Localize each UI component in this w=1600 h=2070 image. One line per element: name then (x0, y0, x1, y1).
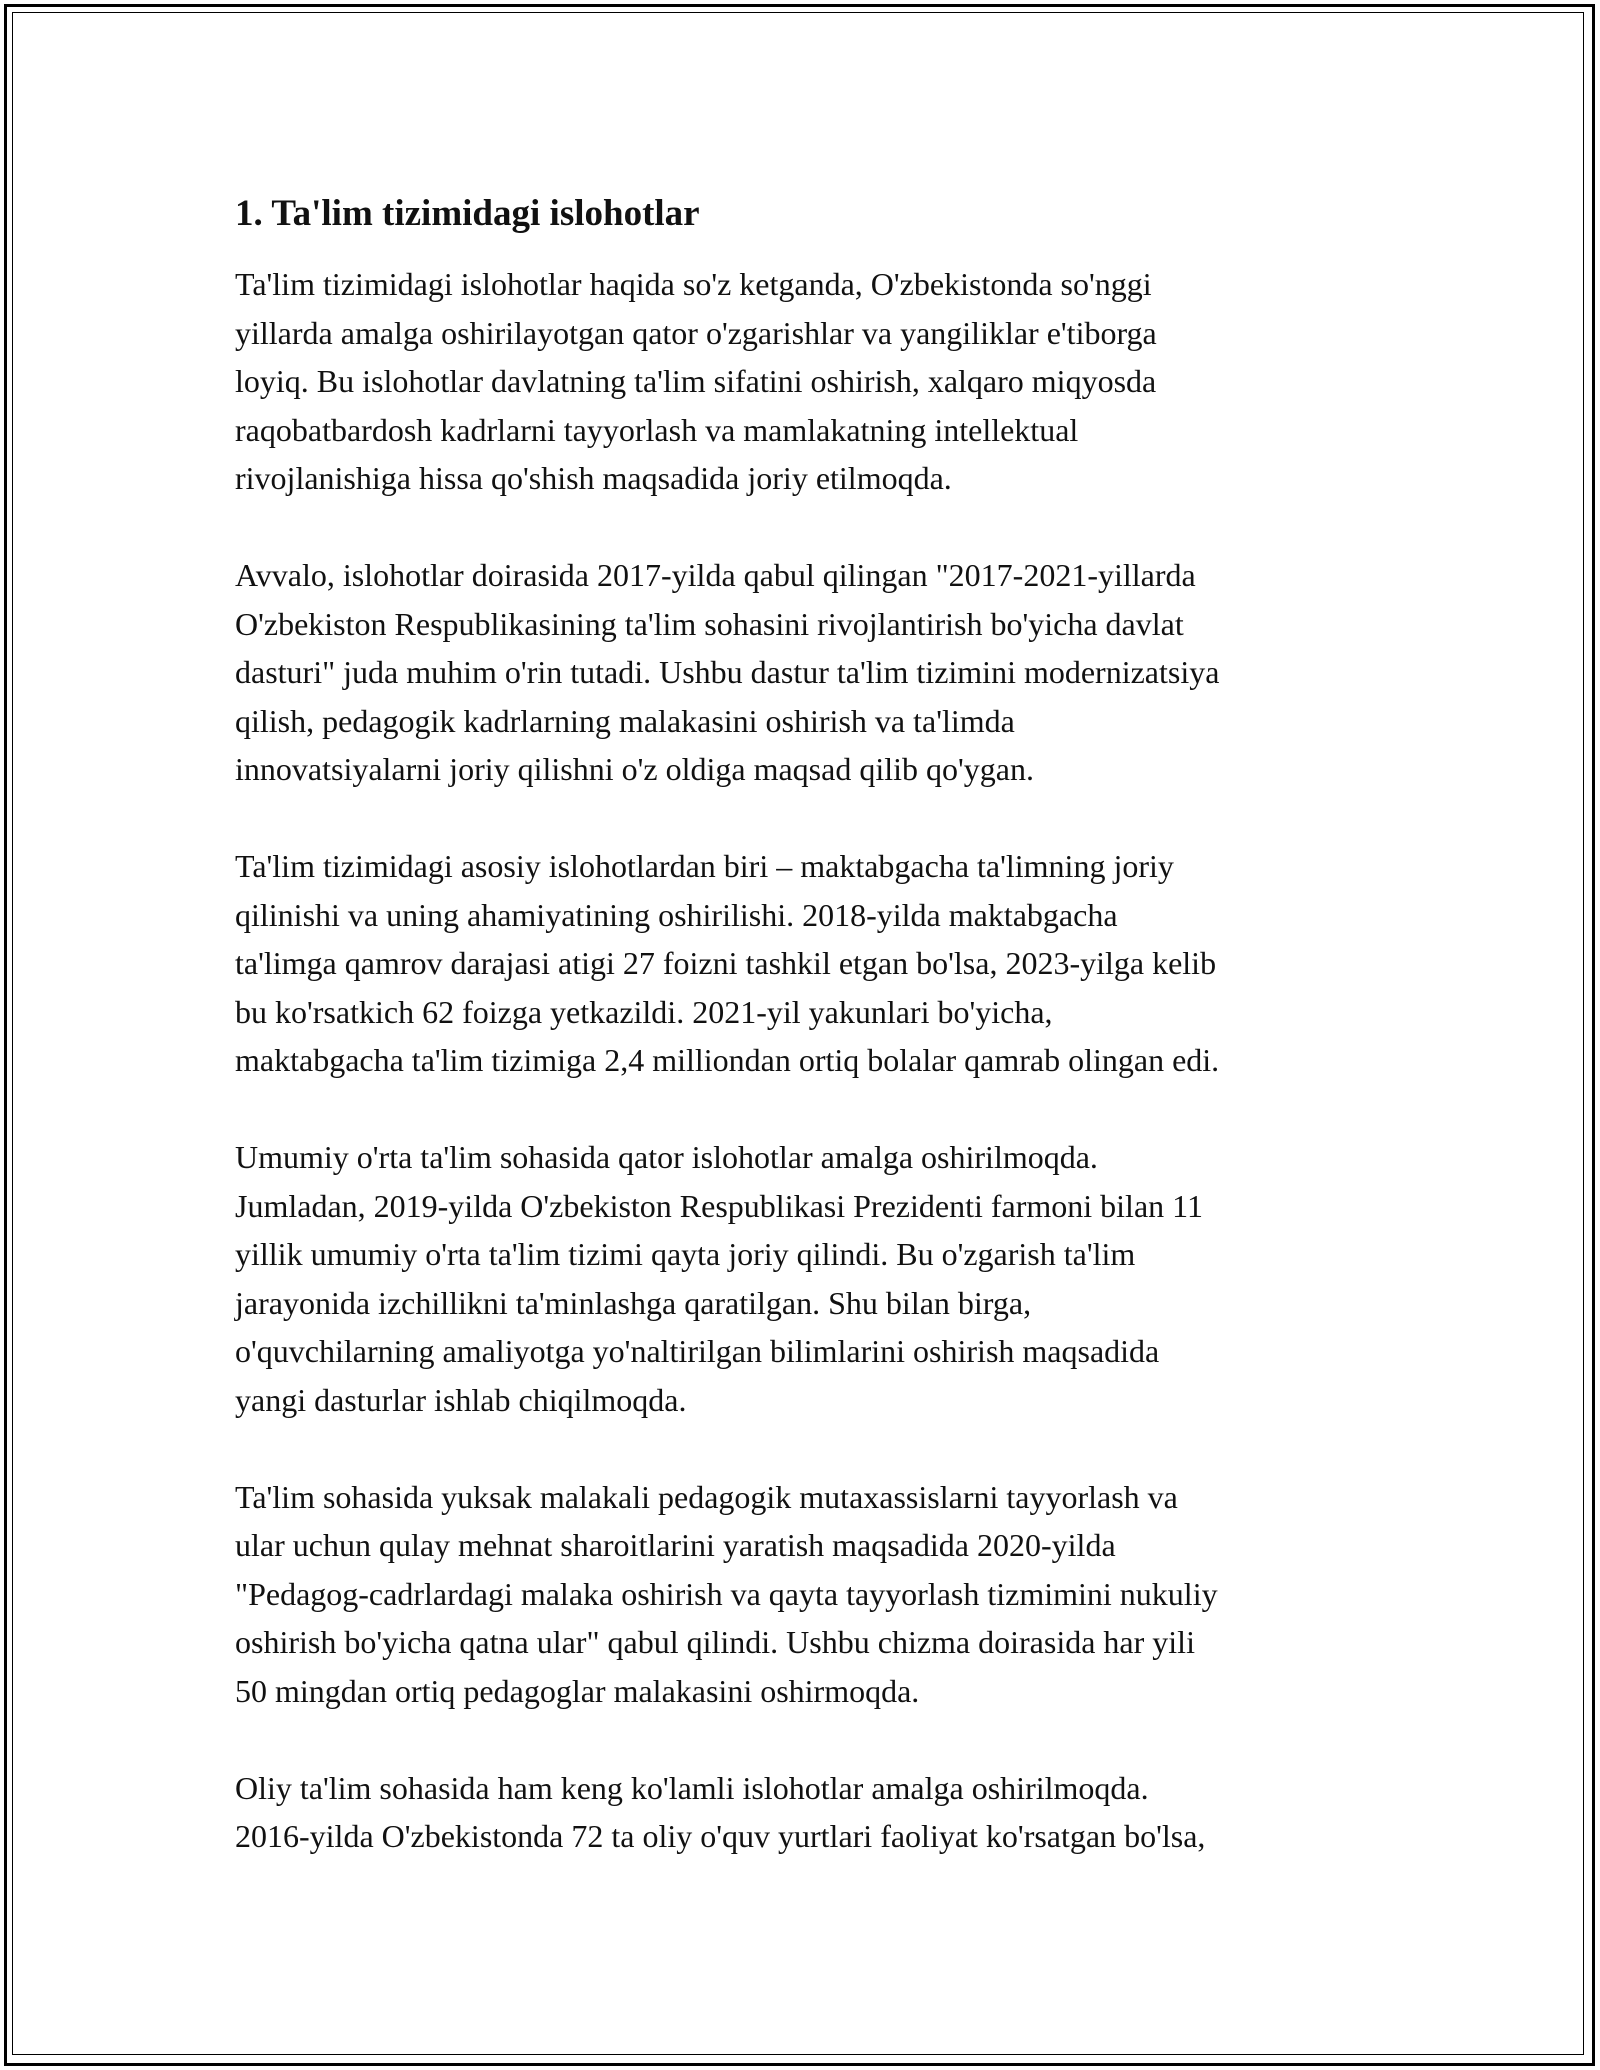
section-heading: 1. Ta'lim tizimidagi islohotlar (235, 193, 700, 234)
paragraph-1 (235, 260, 1370, 503)
text-line: qilish, pedagogik kadrlarning malakasini oshirish va ta'limda (235, 702, 1015, 739)
paragraph-6 (235, 1764, 1370, 1861)
text-line: rivojlanishiga hissa qo'shish maqsadida joriy etilmoqda. (235, 460, 952, 496)
text-line: Oliy ta'lim sohasida ham keng ko'lamli islohotlar amalga oshirilmoqda. (235, 1769, 1149, 1806)
text-line: Ta'lim tizimidagi asosiy islohotlardan biri – maktabgacha ta'limning joriy (235, 848, 1174, 884)
paragraph-5 (235, 1473, 1370, 1716)
text-line: maktabgacha ta'lim tizimiga 2,4 milliondan ortiq bolalar qamrab olingan edi. (235, 1042, 1220, 1078)
text-line: innovatsiyalarni joriy qilishni o'z oldiga maqsad qilib qo'ygan. (235, 751, 1034, 787)
text-line: 50 mingdan ortiq pedagoglar malakasini oshirmoqda. (235, 1672, 920, 1709)
text-line: jarayonida izchillikni ta'minlashga qaratilgan. Shu bilan birga, (235, 1284, 1032, 1321)
text-line: ular uchun qulay mehnat sharoitlarini yaratish maqsadida 2020-yilda (235, 1527, 1116, 1563)
text-line: Avvalo, islohotlar doirasida 2017-yilda qabul qilingan "2017-2021-yillarda (235, 557, 1196, 593)
text-line: Ta'lim tizimidagi islohotlar haqida so'z ketganda, O'zbekistonda so'nggi (235, 266, 1152, 302)
text-line: ta'limga qamrov darajasi atigi 27 foizni tashkil etgan bo'lsa, 2023-yilga kelib (235, 945, 1217, 981)
text-line: yillik umumiy o'rta ta'lim tizimi qayta joriy qilindi. Bu o'zgarish ta'lim (235, 1236, 1136, 1272)
text-line: Jumladan, 2019-yilda O'zbekiston Respublikasi Prezidenti farmoni bilan 11 (235, 1187, 1203, 1224)
paragraph-2 (235, 551, 1370, 794)
text-line: "Pedagog-cadrlardagi malaka oshirish va qayta tayyorlash tizmimini nukuliy (235, 1575, 1218, 1612)
text-line: loyiq. Bu islohotlar davlatning ta'lim sifatini oshirish, xalqaro miqyosda (235, 363, 1157, 399)
text-line: O'zbekiston Respublikasining ta'lim sohasini rivojlantirish bo'yicha davlat (235, 605, 1184, 642)
text-line: Umumiy o'rta ta'lim sohasida qator islohotlar amalga oshirilmoqda. (235, 1139, 1098, 1175)
text-line: qilinishi va uning ahamiyatining oshirilishi. 2018-yilda maktabgacha (235, 896, 1118, 933)
text-line: yillarda amalga oshirilayotgan qator o'zgarishlar va yangiliklar e'tiborga (235, 314, 1157, 351)
text-line: dasturi" juda muhim o'rin tutadi. Ushbu dastur ta'lim tizimini modernizatsiya (235, 654, 1220, 690)
text-line: raqobatbardosh kadrlarni tayyorlash va mamlakatning intellektual (235, 411, 1079, 448)
text-line: oshirish bo'yicha qatna ular" qabul qilindi. Ushbu chizma doirasida har yili (235, 1624, 1195, 1660)
text-line: Ta'lim sohasida yuksak malakali pedagogik mutaxassislarni tayyorlash va (235, 1478, 1178, 1515)
text-line: yangi dasturlar ishlab chiqilmoqda. (235, 1381, 687, 1418)
text-line: o'quvchilarning amaliyotga yo'naltirilgan bilimlarini oshirish maqsadida (235, 1333, 1160, 1369)
paragraph-3 (235, 842, 1370, 1085)
document-body (235, 190, 1370, 1861)
text-line: 2016-yilda O'zbekistonda 72 ta oliy o'quv yurtlari faoliyat ko'rsatgan bo'lsa, (235, 1818, 1206, 1854)
paragraph-4 (235, 1133, 1370, 1424)
text-line: bu ko'rsatkich 62 foizga yetkazildi. 2021-yil yakunlari bo'yicha, (235, 993, 1053, 1030)
